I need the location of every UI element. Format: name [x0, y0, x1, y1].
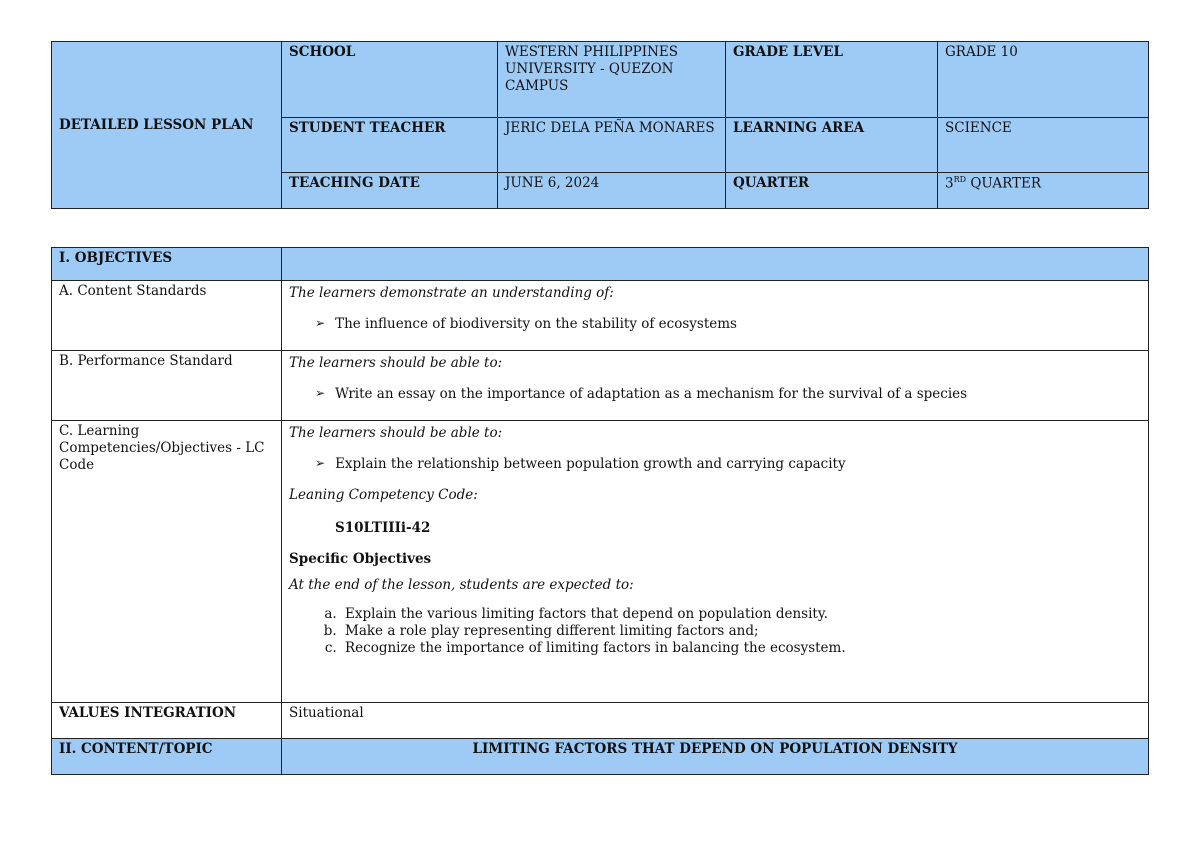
learning-competencies-text: Explain the relationship between population growth and carrying capacity	[335, 455, 846, 472]
content-standards-intro: The learners demonstrate an understanding of:	[289, 285, 614, 301]
quarter-word: QUARTER	[966, 175, 1042, 192]
school-label: SCHOOL	[282, 42, 498, 118]
quarter-label: QUARTER	[726, 173, 938, 209]
specific-objectives-intro: At the end of the lesson, students are expected to:	[289, 577, 634, 594]
learning-area-value: SCIENCE	[938, 118, 1149, 173]
teaching-date-label: TEACHING DATE	[282, 173, 498, 209]
learning-competencies-intro: The learners should be able to:	[289, 425, 503, 441]
learning-competencies-cell	[282, 421, 1149, 703]
objectives-table	[51, 247, 1149, 775]
learning-area-label: LEARNING AREA	[726, 118, 938, 173]
specific-objectives-list	[289, 606, 1141, 657]
arrow-bullet-icon: ➢	[315, 455, 326, 470]
competency-code: S10LTIIIi-42	[335, 519, 431, 536]
competency-code-label: Leaning Competency Code:	[289, 486, 478, 503]
school-value: WESTERN PHILIPPINES UNIVERSITY - QUEZON CAMPUS	[498, 42, 726, 118]
quarter-number: 3	[945, 175, 954, 192]
performance-standard-text: Write an essay on the importance of adaptation as a mechanism for the survival of a species	[335, 385, 968, 402]
content-standards-label: A. Content Standards	[52, 281, 282, 351]
quarter-suffix: RD	[953, 175, 967, 184]
values-integration-label: VALUES INTEGRATION	[52, 703, 282, 739]
grade-level-label: GRADE LEVEL	[726, 42, 938, 118]
content-topic-value: LIMITING FACTORS THAT DEPEND ON POPULATION DENSITY	[282, 739, 1149, 775]
list-item: a. Explain the various limiting factors that depend on population density.	[341, 606, 1141, 623]
arrow-bullet-icon: ➢	[315, 315, 326, 330]
content-standards-bullet	[315, 316, 1141, 333]
teaching-date-value: JUNE 6, 2024	[498, 173, 726, 209]
list-item: c. Recognize the importance of limiting factors in balancing the ecosystem.	[341, 640, 1141, 657]
learning-competencies-label: C. Learning Competencies/Objectives - LC Code	[52, 421, 282, 703]
performance-standard-intro: The learners should be able to:	[289, 355, 503, 371]
performance-standard-cell	[282, 351, 1149, 421]
lesson-plan-header-table	[51, 41, 1149, 209]
quarter-value	[938, 173, 1149, 209]
objectives-header-blank	[282, 248, 1149, 281]
student-teacher-label: STUDENT TEACHER	[282, 118, 498, 173]
objectives-section-title: I. OBJECTIVES	[52, 248, 282, 281]
values-integration-value: Situational	[282, 703, 1149, 739]
grade-level-value: GRADE 10	[938, 42, 1149, 118]
student-teacher-value: JERIC DELA PEÑA MONARES	[498, 118, 726, 173]
arrow-bullet-icon: ➢	[315, 385, 326, 400]
performance-standard-bullet	[315, 386, 1141, 403]
lesson-plan-title: DETAILED LESSON PLAN	[52, 42, 282, 209]
specific-objectives-title: Specific Objectives	[289, 550, 432, 567]
learning-competencies-bullet	[315, 456, 1141, 473]
list-item: b. Make a role play representing different limiting factors and;	[341, 623, 1141, 640]
content-standards-cell	[282, 281, 1149, 351]
content-topic-label: II. CONTENT/TOPIC	[52, 739, 282, 775]
performance-standard-label: B. Performance Standard	[52, 351, 282, 421]
content-standards-text: The influence of biodiversity on the stability of ecosystems	[335, 315, 737, 332]
